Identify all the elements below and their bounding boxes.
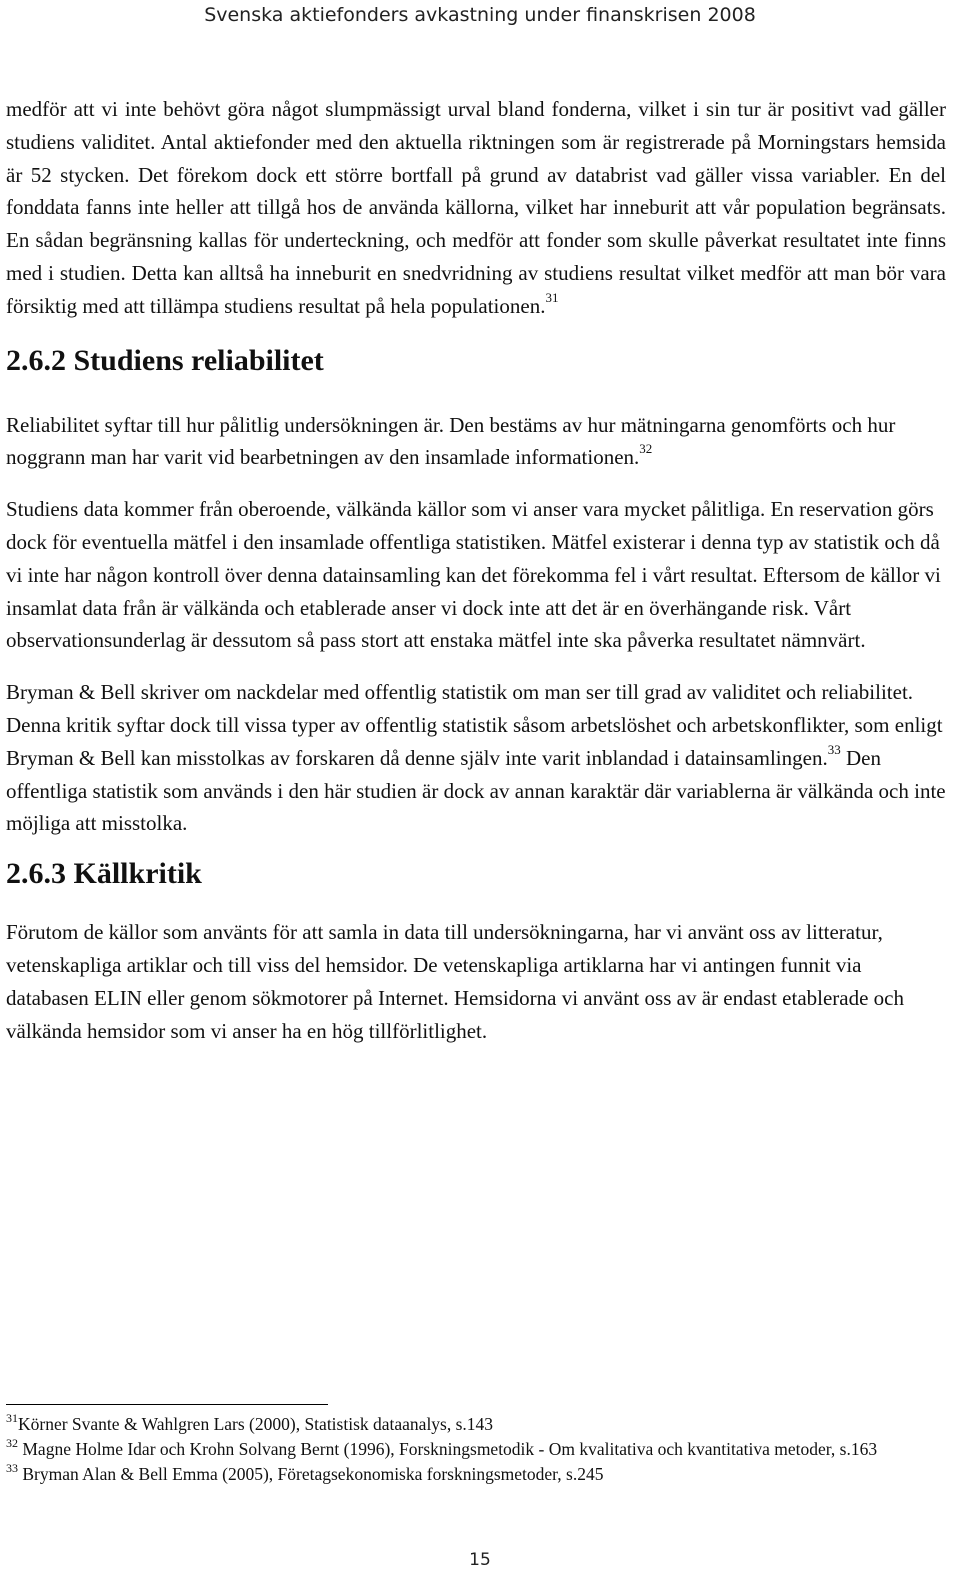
paragraph-text: Bryman & Bell skriver om nackdelar med offentlig statistik om man ser till grad av validitet och reliabilitet. Denna kritik syftar dock till vissa typer av offentlig statistik såsom arbetslöshet och arbetskonflikter, som enligt Bryman & Bell kan misstolkas av forskaren då denne själv inte varit inblandad i datainsamlingen. <box>6 680 943 770</box>
paragraph-official-statistics <box>6 676 946 840</box>
paragraph-source-criticism: Förutom de källor som använts för att samla in data till undersökningarna, har vi använt oss av litteratur, vetenskapliga artiklar och till viss del hemsidor. De vetenskapliga artiklarna har vi antingen funnit via databasen ELIN eller genom sökmotorer på Internet. Hemsidorna vi använt oss av är endast etablerade och välkända hemsidor som vi anser ha en hög tillförlitlighet. <box>6 920 904 1043</box>
footnotes <box>6 1412 926 1487</box>
paragraph-reliability-definition <box>6 409 946 475</box>
footnote-ref-31[interactable]: 31 <box>545 289 559 305</box>
footnote-32 <box>6 1437 926 1462</box>
paragraph-validity <box>6 93 946 323</box>
paragraph-text: medför att vi inte behövt göra något slumpmässigt urval bland fonderna, vilket i sin tur är positivt vad gäller studiens validitet. Antal aktiefonder med den aktuella riktningen som är registrerade på Morningstars hemsida är 52 stycken. Det förekom dock ett större bortfall på grund av databrist vad gäller vissa variabler. En del fonddata fanns inte heller att tillgå hos de använda källorna, vilket har inneburit att vår population begränsats. En sådan begränsning kallas för underteckning, och medför att fonder som skulle påverkat resultatet inte finns med i studien. Detta kan alltså ha inneburit en snedvridning av studiens resultat vilket medför att man bör vara försiktig med att tillämpa studiens resultat på hela populationen. <box>6 97 946 318</box>
footnote-text: Körner Svante & Wahlgren Lars (2000), Statistisk dataanalys, s.143 <box>18 1414 494 1434</box>
footnote-ref-33[interactable]: 33 <box>827 741 841 757</box>
footnote-33 <box>6 1462 926 1487</box>
footnote-separator <box>6 1404 328 1405</box>
section-heading-reliability: 2.6.2 Studiens reliabilitet <box>6 343 324 377</box>
page-number: 15 <box>469 1550 491 1570</box>
section-heading-source-criticism: 2.6.3 Källkritik <box>6 857 202 891</box>
paragraph-text: Den offentliga statistik som används i den här studien är dock av annan karaktär där variablerna är välkända och inte möjliga att misstolka. <box>6 745 946 836</box>
footnote-ref-32[interactable]: 32 <box>639 441 653 457</box>
paragraph-text: Reliabilitet syftar till hur pålitlig undersökningen är. Den bestäms av hur mätningarna genomförts och hur noggrann man har varit vid bearbetningen av den insamlade informationen. <box>6 412 896 470</box>
footnote-31 <box>6 1412 926 1437</box>
footnote-text: Bryman Alan & Bell Emma (2005), Företagsekonomiska forskningsmetoder, s.245 <box>18 1464 604 1484</box>
paragraph-data-sources: Studiens data kommer från oberoende, välkända källor som vi anser vara mycket pålitliga. En reservation görs dock för eventuella mätfel i den insamlade offentliga statistiken. Mätfel existerar i denna typ av statistik och då vi inte har någon kontroll över denna datainsamling kan det förekomma fel i vårt resultat. Eftersom de källor vi insamlat data från är välkända och etablerade anser vi dock inte att det är en överhängande risk. Vårt observationsunderlag är dessutom så pass stort att enstaka mätfel inte ska påverka resultatet nämnvärt. <box>6 497 941 653</box>
footnote-text: Magne Holme Idar och Krohn Solvang Bernt (1996), Forskningsmetodik - Om kvalitativa och kvantitativa metoder, s.163 <box>18 1439 878 1459</box>
header-title: Svenska aktiefonders avkastning under finanskrisen 2008 <box>204 4 756 26</box>
footnote-number: 31 <box>6 1411 18 1426</box>
running-header <box>0 0 960 28</box>
document-body <box>6 93 946 1047</box>
footnote-number: 32 <box>6 1436 18 1451</box>
footnote-number: 33 <box>6 1461 18 1476</box>
